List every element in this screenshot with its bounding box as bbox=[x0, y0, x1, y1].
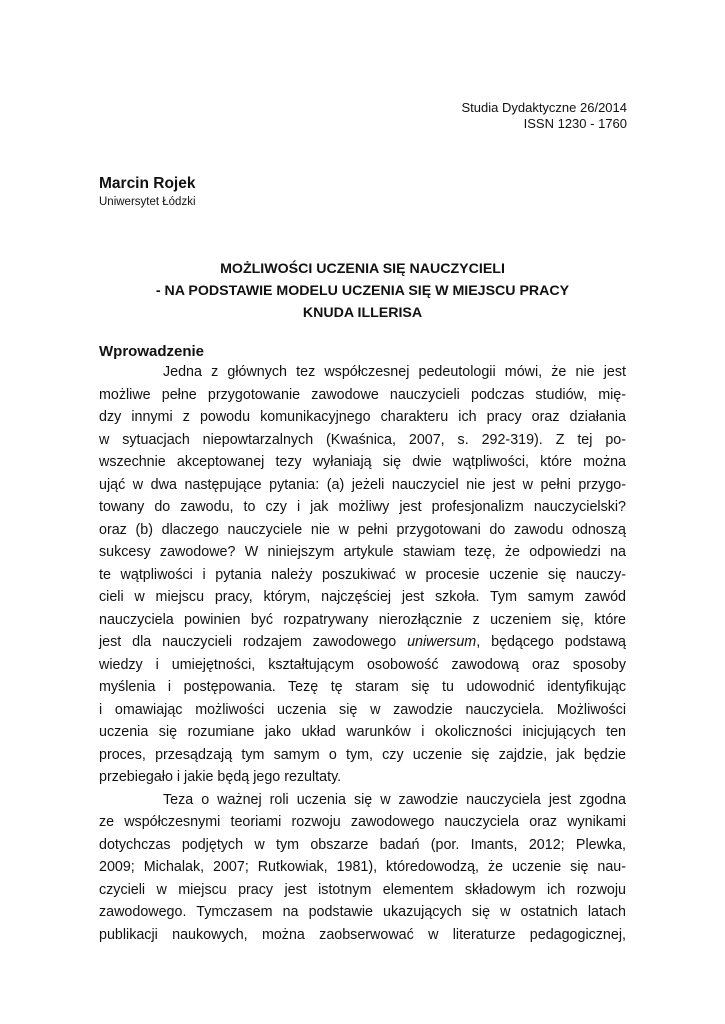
title-line: - NA PODSTAWIE MODELU UCZENIA SIĘ W MIEJSCU PRACY bbox=[155, 283, 570, 299]
author-affiliation: Uniwersytet Łódzki bbox=[99, 196, 196, 208]
text-line: uczenia się rozumiane jako układ warunków i okoliczności inicjujących ten bbox=[99, 724, 626, 740]
text-line: dzy innymi z powodu komunikacyjnego charakteru ich pracy oraz działania bbox=[99, 409, 626, 425]
text-line: publikacji naukowych, można zaobserwować w literaturze pedagogicznej, bbox=[99, 926, 626, 943]
text-line: przebiegało i jakie będą jego rezultaty. bbox=[99, 769, 342, 785]
text-line: cieli w miejscu pracy, którym, najczęściej jest szkoła. Tym samym zawód bbox=[99, 589, 626, 605]
journal-issn: ISSN 1230 - 1760 bbox=[523, 116, 627, 131]
text-line: nauczyciela powinien być rozpatrywany nierozłącznie z uczeniem się, które bbox=[99, 611, 626, 628]
text-line-with-italic bbox=[99, 631, 626, 654]
text-line: sukcesy zawodowe? W niniejszym artykule stawiam tezę, że odpowiedzi na bbox=[99, 544, 626, 560]
article-title bbox=[99, 258, 626, 324]
author-block bbox=[99, 174, 196, 210]
text-line: możliwe pełne przygotowanie zawodowe nauczycieli podczas studiów, mię- bbox=[99, 386, 626, 403]
text-line: ze współczesnymi teoriami rozwoju zawodowego nauczyciela oraz wynikami bbox=[99, 814, 626, 830]
text-line: w sytuacjach niepowtarzalnych (Kwaśnica, 2007, s. 292-319). Z tej po- bbox=[99, 431, 626, 448]
text-line: 2009; Michalak, 2007; Rutkowiak, 1981), któredowodzą, że uczenie się nau- bbox=[99, 859, 626, 875]
title-line: MOŻLIWOŚCI UCZENIA SIĘ NAUCZYCIELI bbox=[220, 261, 505, 277]
text-line: ująć w dwa następujące pytania: (a) jeżeli nauczyciel nie jest w pełni przygo- bbox=[99, 476, 626, 493]
journal-name: Studia Dydaktyczne 26/2014 bbox=[461, 100, 627, 115]
text-line: Teza o ważnej roli uczenia się w zawodzie nauczyciela jest zgodna bbox=[163, 791, 626, 808]
text-segment: , będącego podstawą bbox=[476, 634, 626, 650]
title-line: KNUDA ILLERISA bbox=[302, 305, 423, 321]
text-line: i omawiając możliwości uczenia się w zawodzie nauczyciela. Możliwości bbox=[99, 701, 626, 718]
text-line: oraz (b) dlaczego nauczyciele nie w pełni przygotowani do zawodu odnoszą bbox=[99, 521, 626, 538]
text-segment: jest dla nauczycieli rodzajem zawodowego bbox=[99, 634, 408, 650]
text-line: zawodowego. Tymczasem na podstawie ukazujących się w ostatnich latach bbox=[99, 904, 626, 920]
text-line: te wątpliwości i pytania należy poszukiwać w procesie uczenie się nauczy- bbox=[99, 566, 626, 583]
text-line: wszechnie akceptowanej tezy wyłaniają się dwie wątpliwości, które można bbox=[99, 454, 626, 470]
author-name: Marcin Rojek bbox=[99, 175, 196, 192]
text-line: towany do zawodu, to czy i jak możliwy jest profesjonalizm nauczycielski? bbox=[99, 499, 626, 515]
text-line: proces, przesądzają tym samym o tym, czy uczenie się zajdzie, jak będzie bbox=[99, 746, 626, 763]
text-line: dotychczas podjętych w tym obszarze badań (por. Imants, 2012; Plewka, bbox=[99, 836, 626, 853]
text-line: Jedna z głównych tez współczesnej pedeutologii mówi, że nie jest bbox=[163, 364, 626, 380]
text-line: czycieli w miejscu pracy jest istotnym elementem składowym ich rozwoju bbox=[99, 881, 626, 898]
journal-header bbox=[462, 100, 628, 132]
italic-term: uniwersum bbox=[407, 634, 477, 650]
text-line: wiedzy i umiejętności, kształtującym osobowość zawodową oraz sposoby bbox=[99, 656, 626, 673]
section-heading: Wprowadzenie bbox=[99, 343, 205, 360]
text-line: myślenia i postępowania. Tezę tę staram się tu udowodnić identyfikując bbox=[99, 679, 626, 695]
body-text bbox=[99, 361, 626, 946]
